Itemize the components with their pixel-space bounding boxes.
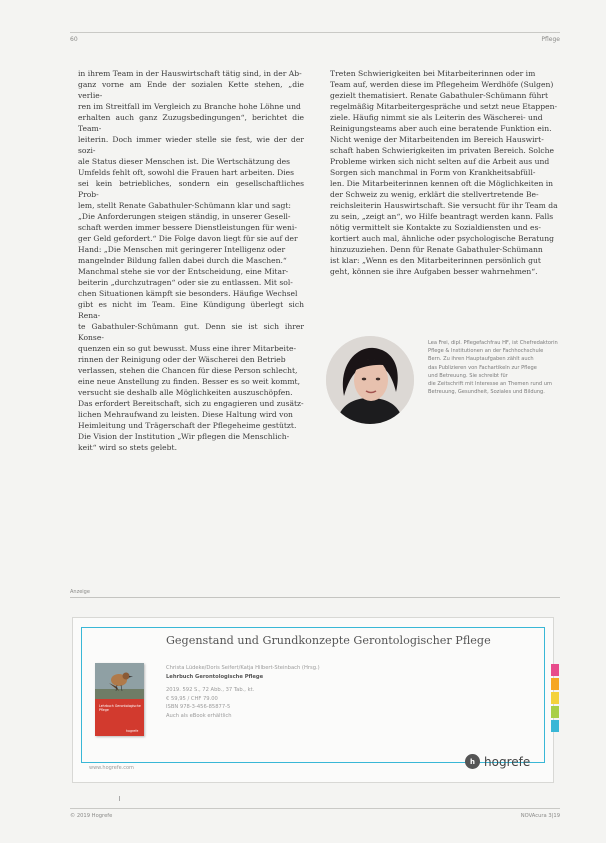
article-line: verlassen, stehen die Chancen für diese Person schlecht, (78, 366, 298, 375)
article-line: rinnen der Reinigung oder der Wäscherei den Betrieb (78, 355, 286, 364)
article-line: in ihrem Team in der Hauswirtschaft tätig sind, in der Ab- (78, 69, 302, 78)
book-title[interactable]: Lehrbuch Gerontologische Pflege (166, 673, 264, 680)
page-footer (70, 808, 560, 819)
article-line: beiterin „durchzutragen“ oder sie zu entlassen. Mit sol- (78, 278, 293, 287)
author-bio-line: Betreuung, Gesundheit, Soziales und Bildung. (428, 389, 545, 396)
article-line: Team auf, werden diese im Pflegeheim Werdhöfe (Sulgen) (330, 80, 554, 89)
book-detail-isbn: ISBN 978-3-456-85877-5 (166, 704, 231, 711)
book-editors: Christa Lüdeke/Doris Seifert/Katja Hilbert-Steinbach (Hrsg.) (166, 665, 320, 671)
author-bio-line: die Zeitschrift mit Interesse an Themen rund um (428, 381, 552, 388)
article-line: Sorgen sich manchmal in Form von Krankheitsabfüll- (330, 168, 536, 177)
book-detail-price: € 59,95 / CHF 79.00 (166, 695, 218, 702)
ad-divider (70, 597, 560, 598)
book-details (166, 664, 396, 721)
hogrefe-logo[interactable] (465, 754, 530, 769)
article-column-right (330, 68, 558, 277)
article-line: sei kein betriebliches, sondern ein gesellschaftliches Prob- (78, 179, 304, 199)
article-line: Nicht wenige der Mitarbeitenden im Bereich Hauswirt- (330, 135, 544, 144)
author-bio-line: das Publizieren von Fachartikeln zur Pflege (428, 364, 537, 371)
article-line: Manchmal stehe sie vor der Entscheidung, eine Mitar- (78, 267, 289, 276)
book-detail-ebook: Auch als eBook erhältlich (166, 712, 232, 719)
hogrefe-logo-text: hogrefe (484, 754, 531, 769)
article-line: len. Die Mitarbeiterinnen kennen oft die Möglichkeiten in (330, 179, 554, 188)
color-tabs (551, 664, 559, 734)
article-line: reichsleiterin Hauswirtschaft. Sie versucht für ihr Team da (330, 201, 558, 210)
article-line: Die Vision der Institution „Wir pflegen die Menschlich- (78, 432, 290, 441)
book-detail-pages: 2019. 592 S., 72 Abb., 37 Tab., kt. (166, 687, 255, 694)
author-bio-line: Bern. Zu ihren Hauptaufgaben zählt auch (428, 356, 534, 363)
article-line: schaft haben Schwierigkeiten im privaten Bereich. Solche (330, 146, 555, 155)
article-line: Probleme wirken sich nicht selten auf die Arbeit aus und (330, 157, 550, 166)
portrait-image (326, 336, 414, 424)
book-cover-photo (95, 663, 144, 699)
footer-copyright: © 2019 Hogrefe (70, 813, 113, 819)
article-line: lem, stellt Renate Gabathuler-Schümann klar und sagt: (78, 201, 291, 210)
article-line: Heimleitung und Trägerschaft der Pflegeheime gestützt. (78, 421, 297, 430)
article-line: „Die Anforderungen steigen ständig, in unserer Gesell- (78, 212, 291, 221)
section-name: Pflege (541, 36, 560, 43)
color-tab-4 (551, 720, 559, 732)
article-line: geht, können sie ihre Aufgaben besser wahrnehmen“. (330, 267, 538, 276)
book-cover[interactable] (95, 663, 144, 736)
publisher-url[interactable]: www.hogrefe.com (89, 765, 134, 771)
page-number: 60 (70, 36, 78, 43)
article-line: leiterin. Doch immer wieder stelle sie fest, wie der der sozi- (78, 135, 304, 155)
author-portrait (326, 336, 414, 424)
author-bio-line: Lea Frei, dipl. Pflegefachfrau HF, ist Chefredaktorin (428, 340, 558, 346)
author-bio (428, 339, 560, 396)
color-tab-1 (551, 678, 559, 690)
article-line: Umfelds fehlt oft, sowohl die Frauen hart arbeiten. Dies (78, 168, 295, 177)
article-line: regelmäßig Mitarbeitergespräche und setzt neue Etappen- (330, 102, 558, 111)
article-line: chen Situationen kämpft sie besonders. Häufige Wechsel (78, 289, 298, 298)
article-line: ren im Streitfall im Vergleich zu Branche hohe Löhne und (78, 102, 301, 111)
article-column-left (78, 68, 304, 453)
book-cover-brand: hogrefe (126, 729, 139, 733)
article-line: kortiert auch mal, ähnliche oder psychologische Beratung (330, 234, 554, 243)
article-line: eine neue Anstellung zu finden. Besser es so weit kommt, (78, 377, 300, 386)
article-line: zu sein, „zeigt an“, wo Hilfe beantragt werden kann. Falls (330, 212, 554, 221)
article-line: versucht sie deshalb alle Möglichkeiten auszuschöpfen. (78, 388, 293, 397)
article-line: schaft werden immer bessere Dienstleistungen für weni- (78, 223, 297, 232)
article-line: der Schweiz zu wenig, erklärt die stellvertretende Be- (330, 190, 539, 199)
article-line: keit“ wird so stets gelebt. (78, 443, 177, 452)
article-line: mangelnder Bildung fallen dabei durch die Maschen.“ (78, 256, 287, 265)
color-tab-3 (551, 706, 559, 718)
hogrefe-logo-icon: h (465, 754, 480, 769)
article-line: Das erfordert Bereitschaft, sich zu engagieren und zusätz- (78, 399, 304, 408)
article-line: hinzuzuziehen. Denn für Renate Gabathuler-Schümann (330, 245, 543, 254)
article-line: Hand: „Die Menschen mit geringerer Intelligenz oder (78, 245, 286, 254)
article-line: ger Geld gefordert.“ Die Folge davon liegt für sie auf der (78, 234, 298, 243)
article-line: te Gabathuler-Schümann gut. Denn sie ist sich ihrer Konse- (78, 322, 304, 342)
color-tab-0 (551, 664, 559, 676)
article-line: ist klar: „Wenn es den Mitarbeiterinnen persönlich gut (330, 256, 541, 265)
article-line: Reinigungsteams aber auch eine beratende Funktion ein. (330, 124, 552, 133)
article-line: erhalten auch ganz Zuzugsbedingungen“, berichtet die Team- (78, 113, 304, 133)
running-header (70, 32, 560, 43)
article-line: ziele. Häufig nimmt sie als Leiterin des Wäscherei- und (330, 113, 543, 122)
author-bio-line: und Betreuung. Sie schreibt für (428, 372, 508, 379)
book-advertisement[interactable] (72, 617, 554, 783)
article-line: gezielt thematisiert. Renate Gabathuler-Schümann führt (330, 91, 549, 100)
book-cover-title: Lehrbuch Gerontologische Pflege (99, 704, 141, 712)
ad-title: Gegenstand und Grundkonzepte Gerontologischer Pflege (166, 634, 491, 647)
article-line: gibt es nicht im Team. Eine Kündigung überlegt sich Rena- (78, 300, 304, 320)
footer-issue: NOVAcura 3|19 (520, 813, 560, 819)
bird-image (95, 663, 144, 699)
ad-label: Anzeige (70, 589, 90, 595)
article-line: Treten Schwierigkeiten bei Mitarbeiterinnen oder im (330, 69, 536, 78)
author-bio-line: Pflege & Institutionen an der Fachhochschule (428, 348, 544, 355)
article-line: ganz vorne am Ende der sozialen Kette stehen, „die verlie- (78, 80, 304, 100)
article-line: quenzen ein so gut bewusst. Muss eine ihrer Mitarbeite- (78, 344, 297, 353)
article-line: ale Status dieser Menschen ist. Die Wertschätzung des (78, 157, 291, 166)
color-tab-2 (551, 692, 559, 704)
article-line: lichen Mehraufwand zu leisten. Diese Haltung wird von (78, 410, 293, 419)
article-line: nötig vermittelt sie Kontakte zu Sozialdiensten und es- (330, 223, 541, 232)
